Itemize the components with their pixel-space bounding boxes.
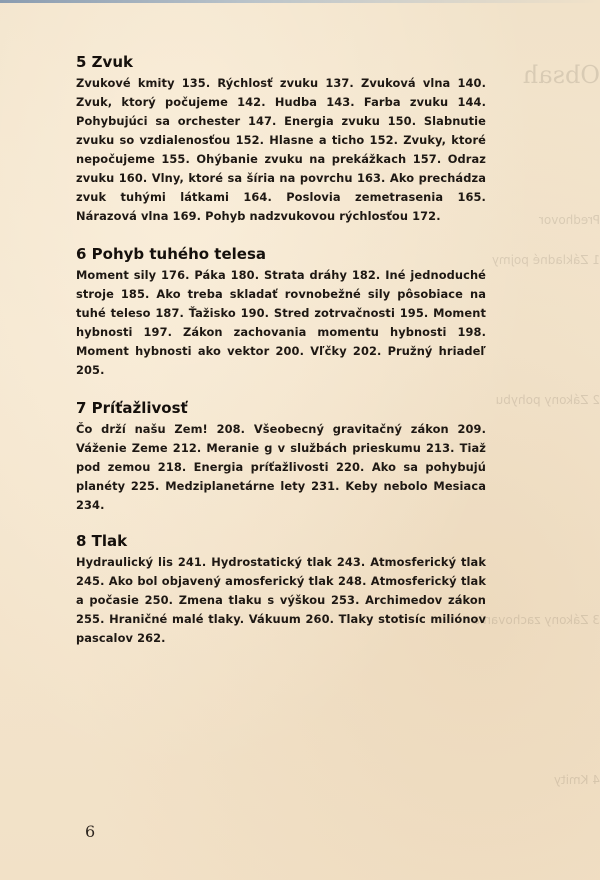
- section-entries: Zvukové kmity 135. Rýchlosť zvuku 137. Zvuková vlna 140. Zvuk, ktorý počujeme 142. Hudba 143. Farba zvuku 144. Pohybujúci sa orchester 147. Energia zvuku 150. Slabnutie zvuku so vzdialenosťou 152. Hlasne a ticho 152. Zvuky, ktoré nepočujeme 155. Ohýbanie zvuku na prekážkach 157. Odraz zvuku 160. Vlny, ktoré sa šíria na povrchu 163. Ako prechádza zvuk tuhými látkami 164. Poslovia zemetrasenia 165. Nárazová vlna 169. Pohyb nadzvukovou rýchlosťou 172.: [76, 76, 486, 223]
- section-entries: Moment sily 176. Páka 180. Strata dráhy 182. Iné jednoduché stroje 185. Ako treba skladať rovnobežné sily pôsobiace na tuhé teleso 187. Ťažisko 190. Stred zotrvačnosti 195. Moment hybnosti 197. Zákon zachovania momentu hybnosti 198. Moment hybnosti ako vektor 200. Vľčky 202. Pružný hriadeľ 205.: [76, 268, 486, 377]
- page-number: 6: [85, 822, 96, 841]
- page-top-edge: [0, 0, 600, 3]
- section-entries: Hydraulický lis 241. Hydrostatický tlak 243. Atmosferický tlak 245. Ako bol objavený amosferický tlak 248. Atmosferický tlak a počasie 250. Zmena tlaku s výškou 253. Archimedov zákon 255. Hraničné malé tlaky. Vákuum 260. Tlaky stotisíc miliónov pascalov 262.: [76, 555, 486, 645]
- bleed-line: Predhovor: [538, 213, 600, 227]
- bleed-line: 1 Základné pojmy: [491, 253, 600, 267]
- section-title: 8 Tlak: [76, 532, 128, 550]
- bleed-heading: Obsah: [522, 61, 600, 89]
- section-title: 5 Zvuk: [76, 53, 133, 71]
- toc-section-7: [76, 398, 486, 515]
- bleed-line: 4 Kmity: [553, 773, 600, 787]
- table-of-contents: [76, 52, 486, 668]
- toc-section-8: [76, 531, 486, 648]
- bleed-through-text: [470, 60, 600, 787]
- section-title: 7 Príťažlivosť: [76, 399, 188, 417]
- section-entries: Čo drží našu Zem! 208. Všeobecný gravitačný zákon 209. Váženie Zeme 212. Meranie g v službách prieskumu 213. Tiaž pod zemou 218. Energia príťažlivosti 220. Ako sa pohybujú planéty 225. Medziplanetárne lety 231. Keby nebolo Mesiaca 234.: [76, 422, 486, 512]
- bleed-line: 2 Zákony pohybu: [495, 393, 600, 407]
- toc-section-5: [76, 52, 486, 226]
- toc-section-6: [76, 244, 486, 380]
- section-title: 6 Pohyb tuhého telesa: [76, 245, 266, 263]
- bleed-line: 3 Zákony zachovania: [472, 613, 600, 627]
